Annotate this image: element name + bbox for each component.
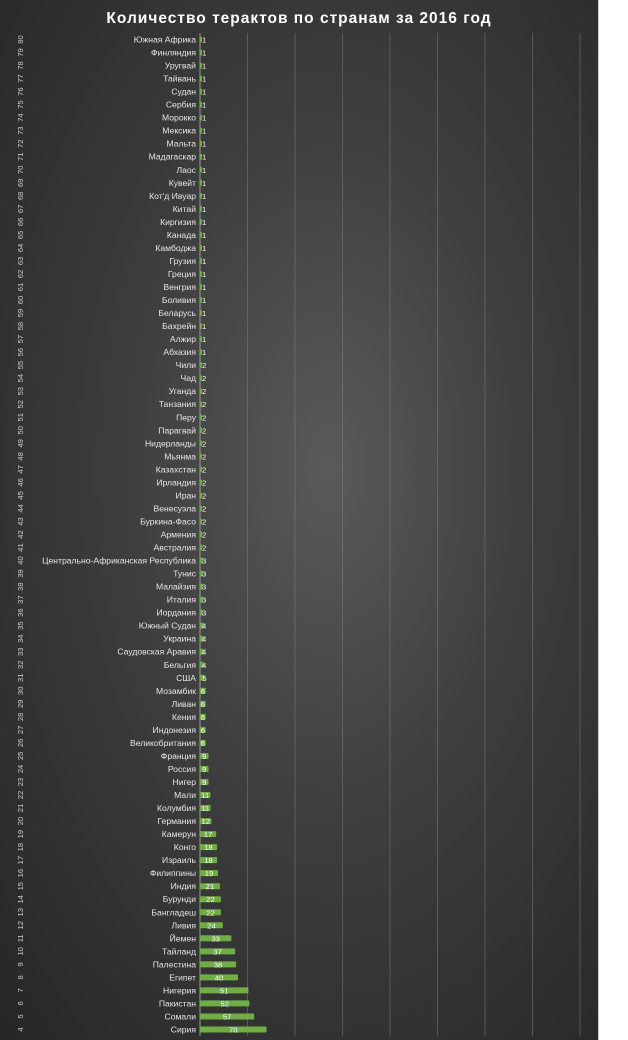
rank-label: 69 <box>16 178 25 188</box>
category-label: Грузия <box>169 255 196 266</box>
rank-label: 9 <box>16 962 25 967</box>
category-label: Киргизия <box>160 216 196 227</box>
rank-label: 16 <box>16 868 25 878</box>
rank-label: 36 <box>16 608 25 617</box>
rank-label: 73 <box>16 126 25 135</box>
data-label: 1 <box>202 61 207 71</box>
rank-label: 45 <box>16 491 25 500</box>
data-label: 11 <box>201 791 210 801</box>
data-label: 2 <box>202 361 207 371</box>
category-label: Морокко <box>162 112 196 123</box>
data-label: 38 <box>213 960 223 970</box>
data-label: 21 <box>205 882 215 892</box>
data-label: 6 <box>200 686 205 696</box>
data-label: 1 <box>202 296 207 306</box>
category-label: Кения <box>172 711 196 722</box>
rank-label: 44 <box>16 504 25 513</box>
category-label: Колумбия <box>157 803 196 814</box>
category-label: Центрально-Африканская Республика <box>42 555 196 566</box>
data-label: 6 <box>200 712 205 722</box>
data-label: 2 <box>202 504 207 514</box>
data-label: 1 <box>202 204 207 214</box>
category-label: Сомали <box>164 1011 196 1022</box>
rank-label: 80 <box>16 35 25 44</box>
category-label: Мальта <box>166 138 196 149</box>
data-label: 2 <box>202 530 207 540</box>
rank-label: 70 <box>16 165 25 174</box>
data-label: 24 <box>207 921 216 931</box>
rank-label: 28 <box>16 712 25 722</box>
data-label: 2 <box>202 517 207 527</box>
rank-label: 53 <box>16 386 25 396</box>
rank-label: 26 <box>16 738 25 748</box>
rank-label: 77 <box>16 74 25 83</box>
category-label: Индонезия <box>152 724 196 735</box>
rank-label: 43 <box>16 517 25 526</box>
data-label: 18 <box>204 856 213 866</box>
category-label: Италия <box>166 594 196 605</box>
data-label: 17 <box>203 830 213 840</box>
data-label: 2 <box>202 387 207 397</box>
rank-label: 35 <box>16 621 25 630</box>
rank-label: 42 <box>16 530 25 539</box>
rank-label: 66 <box>16 217 25 227</box>
category-label: Мексика <box>162 125 196 136</box>
data-label: 1 <box>202 152 207 162</box>
category-label: Бурунди <box>162 894 196 905</box>
data-label: 2 <box>202 543 207 553</box>
category-label: Ирландия <box>156 477 196 488</box>
rank-label: 21 <box>16 803 25 813</box>
rank-label: 50 <box>16 426 25 435</box>
category-label: Йемен <box>169 933 196 944</box>
data-label: 1 <box>202 165 207 175</box>
rank-label: 25 <box>16 751 25 761</box>
rank-label: 22 <box>16 790 25 800</box>
data-label: 2 <box>202 439 207 449</box>
rank-label: 41 <box>16 543 25 552</box>
data-label: 3 <box>202 582 207 592</box>
data-label: 3 <box>202 556 207 566</box>
data-label: 12 <box>201 817 210 827</box>
data-label: 2 <box>202 426 207 436</box>
data-label: 5 <box>202 673 207 683</box>
category-label: Мадагаскар <box>148 151 196 162</box>
data-label: 1 <box>202 217 207 227</box>
category-label: Малайзия <box>155 581 196 592</box>
rank-label: 72 <box>16 139 25 148</box>
category-label: Франция <box>160 750 196 761</box>
category-label: Нидерланды <box>144 438 196 449</box>
category-label: Нигер <box>172 776 196 787</box>
category-label: Иран <box>175 490 196 501</box>
rank-label: 64 <box>16 243 25 253</box>
category-label: Великобритания <box>130 737 196 748</box>
category-label: Буркина-Фасо <box>140 516 196 527</box>
data-label: 1 <box>202 335 207 345</box>
data-label: 1 <box>202 243 207 253</box>
data-label: 1 <box>202 322 207 332</box>
rank-label: 31 <box>16 673 25 683</box>
rank-label: 76 <box>16 87 25 96</box>
category-label: Чад <box>180 373 196 384</box>
rank-label: 71 <box>16 152 25 161</box>
data-label: 19 <box>204 869 214 879</box>
rank-label: 61 <box>16 282 25 292</box>
data-label: 1 <box>202 74 207 84</box>
rank-label: 14 <box>16 895 25 904</box>
rank-label: 19 <box>16 829 25 839</box>
data-label: 33 <box>211 934 220 944</box>
rank-label: 12 <box>16 921 25 930</box>
rank-label: 30 <box>16 686 25 696</box>
data-label: 22 <box>206 908 215 918</box>
chart-title: Количество терактов по странам за 2016 год <box>106 10 492 27</box>
category-label: Саудовская Аравия <box>117 646 196 657</box>
rank-label: 39 <box>16 569 25 578</box>
category-label: Тунис <box>173 568 196 579</box>
rank-label: 18 <box>16 842 25 852</box>
category-label: Египет <box>169 972 196 983</box>
category-label: Палестина <box>152 959 196 970</box>
rank-label: 11 <box>16 934 25 943</box>
data-label: 6 <box>200 738 205 748</box>
rank-label: 54 <box>16 373 25 383</box>
data-label: 4 <box>202 660 207 670</box>
category-label: Бахрейн <box>162 321 196 332</box>
data-label: 3 <box>202 569 207 579</box>
category-label: Германия <box>157 816 196 827</box>
category-label: Алжир <box>169 334 196 345</box>
category-label: Ливия <box>171 920 196 931</box>
data-label: 1 <box>202 87 207 97</box>
category-label: Южная Африка <box>133 34 196 45</box>
data-label: 4 <box>202 647 207 657</box>
rank-label: 79 <box>16 48 25 57</box>
rank-label: 60 <box>16 295 25 305</box>
category-label: Финляндия <box>151 47 196 58</box>
rank-label: 20 <box>16 816 25 826</box>
category-label: Индия <box>170 881 196 892</box>
rank-label: 8 <box>16 975 25 980</box>
data-label: 1 <box>202 48 207 58</box>
category-label: Боливия <box>161 295 196 306</box>
rank-label: 58 <box>16 321 25 331</box>
data-label: 6 <box>200 725 205 735</box>
data-label: 3 <box>202 595 207 605</box>
rank-label: 47 <box>16 465 25 474</box>
category-label: Сирия <box>170 1024 196 1035</box>
data-label: 2 <box>202 400 207 410</box>
category-label: Казахстан <box>155 464 196 475</box>
category-label: Кот'д Ивуар <box>149 190 196 201</box>
category-label: Конго <box>173 842 196 853</box>
category-label: Бельгия <box>163 659 196 670</box>
rank-label: 59 <box>16 308 25 318</box>
rank-label: 67 <box>16 204 25 214</box>
rank-label: 55 <box>16 360 25 370</box>
category-label: Ливан <box>171 698 196 709</box>
category-label: Парагвай <box>158 425 196 436</box>
rank-label: 75 <box>16 100 25 109</box>
data-label: 1 <box>202 309 207 319</box>
category-label: Мали <box>174 790 196 801</box>
data-label: 2 <box>202 374 207 384</box>
data-label: 18 <box>204 843 213 853</box>
category-label: Абхазия <box>163 347 196 358</box>
rank-label: 10 <box>16 947 25 956</box>
category-label: Уругвай <box>164 60 196 71</box>
rank-label: 56 <box>16 347 25 357</box>
category-label: Камерун <box>161 829 196 840</box>
rank-label: 27 <box>16 725 25 735</box>
data-label: 1 <box>202 126 207 136</box>
data-label: 22 <box>206 895 215 905</box>
data-label: 3 <box>202 608 207 618</box>
rank-label: 38 <box>16 582 25 591</box>
rank-label: 74 <box>16 113 25 122</box>
category-label: Мьянма <box>164 451 196 462</box>
rank-label: 7 <box>16 988 25 993</box>
category-label: Пакистан <box>158 998 196 1009</box>
category-label: Иордания <box>156 607 196 618</box>
data-label: 9 <box>202 764 207 774</box>
rank-label: 29 <box>16 699 25 709</box>
data-label: 1 <box>202 283 207 293</box>
data-label: 40 <box>214 973 224 983</box>
rank-label: 17 <box>16 855 25 865</box>
category-label: Судан <box>171 86 196 97</box>
data-label: 11 <box>201 804 210 814</box>
rank-label: 40 <box>16 556 25 565</box>
rank-label: 32 <box>16 660 25 669</box>
data-label: 2 <box>202 452 207 462</box>
rank-label: 13 <box>16 908 25 917</box>
category-label: Кувейт <box>168 177 196 188</box>
rank-label: 37 <box>16 595 25 604</box>
data-label: 1 <box>202 100 207 110</box>
category-label: Тайланд <box>162 946 196 957</box>
rank-label: 68 <box>16 191 25 201</box>
category-label: Лаос <box>176 164 196 175</box>
category-label: Австралия <box>153 542 196 553</box>
rank-label: 51 <box>16 413 25 422</box>
data-label: 70 <box>229 1025 238 1035</box>
rank-label: 4 <box>16 1027 25 1032</box>
rank-label: 63 <box>16 256 25 266</box>
rank-label: 62 <box>16 269 25 279</box>
data-label: 9 <box>202 751 207 761</box>
category-label: Китай <box>172 203 196 214</box>
data-label: 37 <box>213 947 222 957</box>
category-label: Венгрия <box>163 282 196 293</box>
data-label: 51 <box>219 986 229 996</box>
category-label: Сербия <box>165 99 196 110</box>
category-label: Греция <box>167 268 196 279</box>
category-label: Украина <box>163 633 196 644</box>
category-label: Армения <box>160 529 196 540</box>
data-label: 1 <box>202 113 207 123</box>
rank-label: 46 <box>16 478 25 487</box>
data-label: 2 <box>202 413 207 423</box>
data-label: 4 <box>202 621 207 631</box>
category-label: Камбоджа <box>155 242 196 253</box>
rank-label: 52 <box>16 400 25 409</box>
category-label: Южный Судан <box>138 620 196 631</box>
data-label: 57 <box>222 1012 232 1022</box>
category-label: Россия <box>167 763 196 774</box>
data-label: 1 <box>202 348 207 358</box>
rank-label: 65 <box>16 230 25 240</box>
category-label: США <box>176 672 196 683</box>
category-label: Чили <box>175 360 196 371</box>
data-label: 2 <box>202 491 207 501</box>
data-label: 1 <box>202 178 207 188</box>
data-label: 1 <box>202 139 207 149</box>
data-label: 1 <box>202 256 207 266</box>
category-label: Беларусь <box>158 308 196 319</box>
data-label: 2 <box>202 465 207 475</box>
rank-label: 49 <box>16 439 25 448</box>
data-label: 9 <box>202 777 207 787</box>
category-label: Мозамбик <box>156 685 196 696</box>
category-label: Венесуэла <box>153 503 196 514</box>
data-label: 6 <box>200 699 205 709</box>
category-label: Уганда <box>168 386 196 397</box>
category-label: Бангладеш <box>151 907 196 918</box>
data-label: 1 <box>202 269 207 279</box>
category-label: Израиль <box>162 855 196 866</box>
data-label: 4 <box>202 634 207 644</box>
category-label: Нигерия <box>163 985 196 996</box>
rank-label: 23 <box>16 777 25 787</box>
data-label: 2 <box>202 478 207 488</box>
rank-label: 34 <box>16 634 25 643</box>
rank-label: 6 <box>16 1001 25 1006</box>
data-label: 52 <box>220 999 229 1009</box>
category-label: Филиппины <box>149 868 196 879</box>
data-label: 1 <box>202 230 207 240</box>
data-label: 1 <box>202 191 207 201</box>
data-label: 1 <box>202 35 207 45</box>
category-label: Танзания <box>158 399 196 410</box>
category-label: Канада <box>166 229 196 240</box>
rank-label: 24 <box>16 764 25 774</box>
rank-label: 57 <box>16 334 25 344</box>
rank-label: 48 <box>16 452 25 461</box>
category-label: Тайвань <box>163 73 196 84</box>
category-label: Перу <box>176 412 196 423</box>
rank-label: 33 <box>16 647 25 656</box>
rank-label: 78 <box>16 61 25 70</box>
rank-label: 5 <box>16 1014 25 1019</box>
rank-label: 15 <box>16 881 25 891</box>
